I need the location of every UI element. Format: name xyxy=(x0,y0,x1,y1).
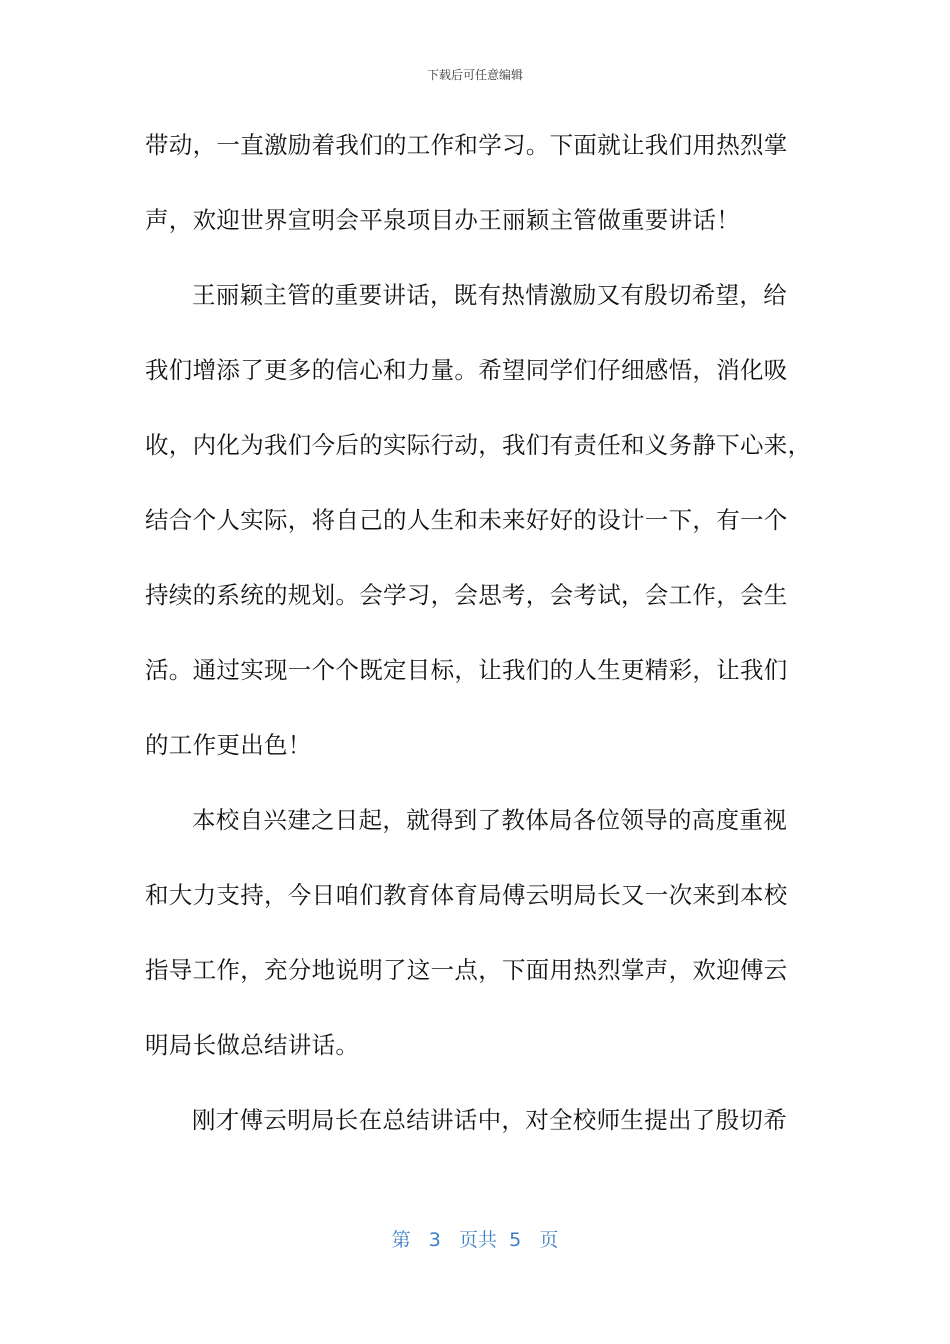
text-line: 声，欢迎世界宣明会平泉项目办王丽颖主管做重要讲话！ xyxy=(145,206,740,234)
paragraph-start-line: 刚才傅云明局长在总结讲话中，对全校师生提出了殷切希 xyxy=(192,1106,787,1134)
text-line: 我们增添了更多的信心和力量。希望同学们仔细感悟，消化吸 xyxy=(145,356,788,384)
page-footer xyxy=(0,1225,950,1252)
text-line: 明局长做总结讲话。 xyxy=(145,1031,360,1059)
text-line: 和大力支持，今日咱们教育体育局傅云明局长又一次来到本校 xyxy=(145,881,788,909)
text-line: 带动，一直激励着我们的工作和学习。下面就让我们用热烈掌 xyxy=(145,131,788,159)
footer-prefix: 第 xyxy=(391,1229,411,1251)
text-line: 结合个人实际，将自己的人生和未来好好的设计一下，有一个 xyxy=(145,506,788,534)
text-line: 的工作更出色！ xyxy=(145,731,312,759)
text-line: 指导工作，充分地说明了这一点，下面用热烈掌声，欢迎傅云 xyxy=(145,956,788,984)
footer-middle: 页共 xyxy=(459,1229,498,1251)
current-page-number: 3 xyxy=(428,1229,441,1251)
document-body xyxy=(145,123,815,1173)
footer-suffix: 页 xyxy=(539,1229,559,1251)
paragraph-start-line: 王丽颖主管的重要讲话，既有热情激励又有殷切希望，给 xyxy=(192,281,787,309)
text-line: 收，内化为我们今后的实际行动，我们有责任和义务静下心来， xyxy=(145,431,812,459)
paragraph-start-line: 本校自兴建之日起，就得到了教体局各位领导的高度重视 xyxy=(192,806,787,834)
text-line: 持续的系统的规划。会学习，会思考，会考试，会工作，会生 xyxy=(145,581,788,609)
total-page-count: 5 xyxy=(509,1229,522,1251)
text-line: 活。通过实现一个个既定目标，让我们的人生更精彩，让我们 xyxy=(145,656,788,684)
page-header: 下载后可任意编辑 xyxy=(426,68,523,82)
